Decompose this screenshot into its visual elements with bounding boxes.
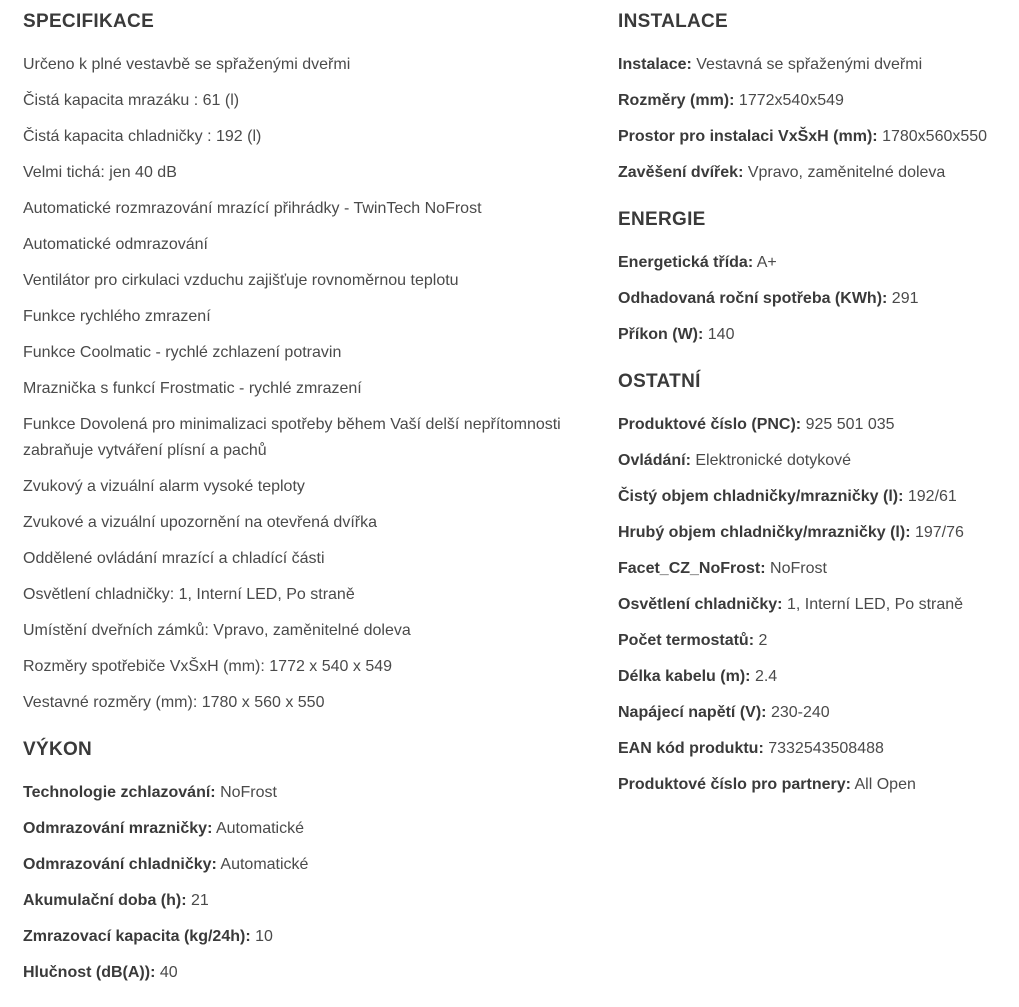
spec-list [23, 780, 583, 986]
spec-item [23, 780, 583, 806]
spec-item [618, 736, 1013, 762]
spec-key: Energetická třída: [618, 254, 754, 271]
spec-key: Odmrazování mrazničky: [23, 820, 213, 837]
spec-item [618, 700, 1013, 726]
spec-item: Velmi tichá: jen 40 dB [23, 164, 177, 181]
section-title: INSTALACE [618, 11, 729, 32]
spec-value: 21 [191, 892, 209, 909]
spec-value: Vestavná se spřaženými dveřmi [696, 56, 923, 73]
spec-item: Rozměry spotřebiče VxŠxH (mm): 1772 x 540 x 549 [23, 658, 393, 675]
spec-item [23, 852, 583, 878]
spec-key: Zavěšení dvířek: [618, 164, 744, 181]
spec-key: Příkon (W): [618, 326, 704, 343]
spec-key: EAN kód produktu: [618, 740, 764, 757]
section-title: VÝKON [23, 739, 93, 760]
spec-key: Délka kabelu (m): [618, 668, 751, 685]
spec-item: Osvětlení chladničky: 1, Interní LED, Po straně [23, 586, 355, 603]
spec-item [618, 124, 1013, 150]
spec-item [618, 88, 1013, 114]
spec-value: NoFrost [770, 560, 827, 577]
spec-item [618, 448, 1013, 474]
spec-key: Napájecí napětí (V): [618, 704, 767, 721]
spec-value: 7332543508488 [768, 740, 884, 757]
spec-key: Odhadovaná roční spotřeba (KWh): [618, 290, 888, 307]
spec-item [23, 924, 583, 950]
spec-key: Prostor pro instalaci VxŠxH (mm): [618, 128, 878, 145]
spec-value: 925 501 035 [805, 416, 895, 433]
spec-item: Zvukový a vizuální alarm vysoké teploty [23, 478, 305, 495]
spec-item [618, 628, 1013, 654]
spec-value: All Open [854, 776, 916, 793]
spec-key: Technologie zchlazování: [23, 784, 216, 801]
spec-key: Produktové číslo pro partnery: [618, 776, 851, 793]
spec-value: A+ [756, 254, 777, 271]
spec-value: NoFrost [220, 784, 277, 801]
spec-value: Elektronické dotykové [695, 452, 851, 469]
spec-item: Ventilátor pro cirkulaci vzduchu zajišťuje rovnoměrnou teplotu [23, 272, 459, 289]
spec-key: Osvětlení chladničky: [618, 596, 783, 613]
section-specifikace [23, 10, 583, 716]
spec-key: Hrubý objem chladničky/mrazničky (l): [618, 524, 911, 541]
spec-key: Zmrazovací kapacita (kg/24h): [23, 928, 251, 945]
spec-value: 291 [891, 290, 919, 307]
spec-value: 2.4 [754, 668, 778, 685]
spec-item [618, 412, 1013, 438]
spec-item [23, 888, 583, 914]
section-title: OSTATNÍ [618, 371, 701, 392]
spec-item: Funkce Coolmatic - rychlé zchlazení potravin [23, 344, 342, 361]
section-instalace [618, 10, 1013, 186]
spec-list [618, 250, 1013, 348]
spec-value: 230-240 [770, 704, 830, 721]
spec-item: Mraznička s funkcí Frostmatic - rychlé zmrazení [23, 380, 362, 397]
spec-item [618, 520, 1013, 546]
section-energie [618, 208, 1013, 348]
spec-key: Produktové číslo (PNC): [618, 416, 802, 433]
spec-value: Automatické [220, 856, 309, 873]
spec-item [618, 286, 1013, 312]
spec-item [618, 664, 1013, 690]
spec-value: 1772x540x549 [738, 92, 844, 109]
spec-item: Automatické odmrazování [23, 236, 208, 253]
spec-key: Ovládání: [618, 452, 691, 469]
spec-list [618, 412, 1013, 798]
spec-item: Určeno k plné vestavbě se spřaženými dveřmi [23, 56, 351, 73]
section-vykon [23, 738, 583, 986]
spec-item [618, 592, 1013, 618]
spec-item: Vestavné rozměry (mm): 1780 x 560 x 550 [23, 694, 325, 711]
spec-item: Funkce Dovolená pro minimalizaci spotřeby během Vaší delší nepřítomnosti zabraňuje vytváření plísní a pachů [23, 416, 561, 459]
spec-item: Automatické rozmrazování mrazící přihrádky - TwinTech NoFrost [23, 200, 482, 217]
spec-item [618, 52, 1013, 78]
spec-key: Čistý objem chladničky/mrazničky (l): [618, 488, 904, 505]
spec-item: Funkce rychlého zmrazení [23, 308, 211, 325]
spec-item [618, 556, 1013, 582]
spec-key: Odmrazování chladničky: [23, 856, 217, 873]
spec-item [23, 816, 583, 842]
section-title: ENERGIE [618, 209, 706, 230]
spec-item [618, 772, 1013, 798]
spec-value: 10 [255, 928, 273, 945]
left-column [23, 0, 583, 996]
right-column [618, 0, 1013, 808]
spec-value: 197/76 [914, 524, 964, 541]
spec-item [23, 960, 583, 986]
spec-key: Hlučnost (dB(A)): [23, 964, 156, 981]
spec-key: Rozměry (mm): [618, 92, 735, 109]
spec-value: Automatické [215, 820, 305, 837]
spec-list [618, 52, 1013, 186]
spec-value: 140 [707, 326, 735, 343]
spec-item: Čistá kapacita chladničky : 192 (l) [23, 128, 262, 145]
spec-value: 1780x560x550 [882, 128, 988, 145]
spec-key: Počet termostatů: [618, 632, 755, 649]
section-title: SPECIFIKACE [23, 11, 155, 32]
spec-item: Oddělené ovládání mrazící a chladící části [23, 550, 325, 567]
spec-value: 40 [159, 964, 178, 981]
spec-key: Akumulační doba (h): [23, 892, 187, 909]
section-ostatni [618, 370, 1013, 798]
spec-key: Instalace: [618, 56, 692, 73]
spec-item [618, 160, 1013, 186]
spec-value: Vpravo, zaměnitelné doleva [747, 164, 946, 181]
spec-item: Zvukové a vizuální upozornění na otevřená dvířka [23, 514, 377, 531]
spec-item [618, 250, 1013, 276]
spec-item: Umístění dveřních zámků: Vpravo, zaměnitelné doleva [23, 622, 411, 639]
spec-value: 192/61 [907, 488, 957, 505]
spec-item: Čistá kapacita mrazáku : 61 (l) [23, 92, 240, 109]
spec-value: 2 [758, 632, 768, 649]
spec-value: 1, Interní LED, Po straně [786, 596, 964, 613]
spec-item [618, 484, 1013, 510]
spec-key: Facet_CZ_NoFrost: [618, 560, 766, 577]
spec-list [23, 52, 583, 716]
spec-item [618, 322, 1013, 348]
